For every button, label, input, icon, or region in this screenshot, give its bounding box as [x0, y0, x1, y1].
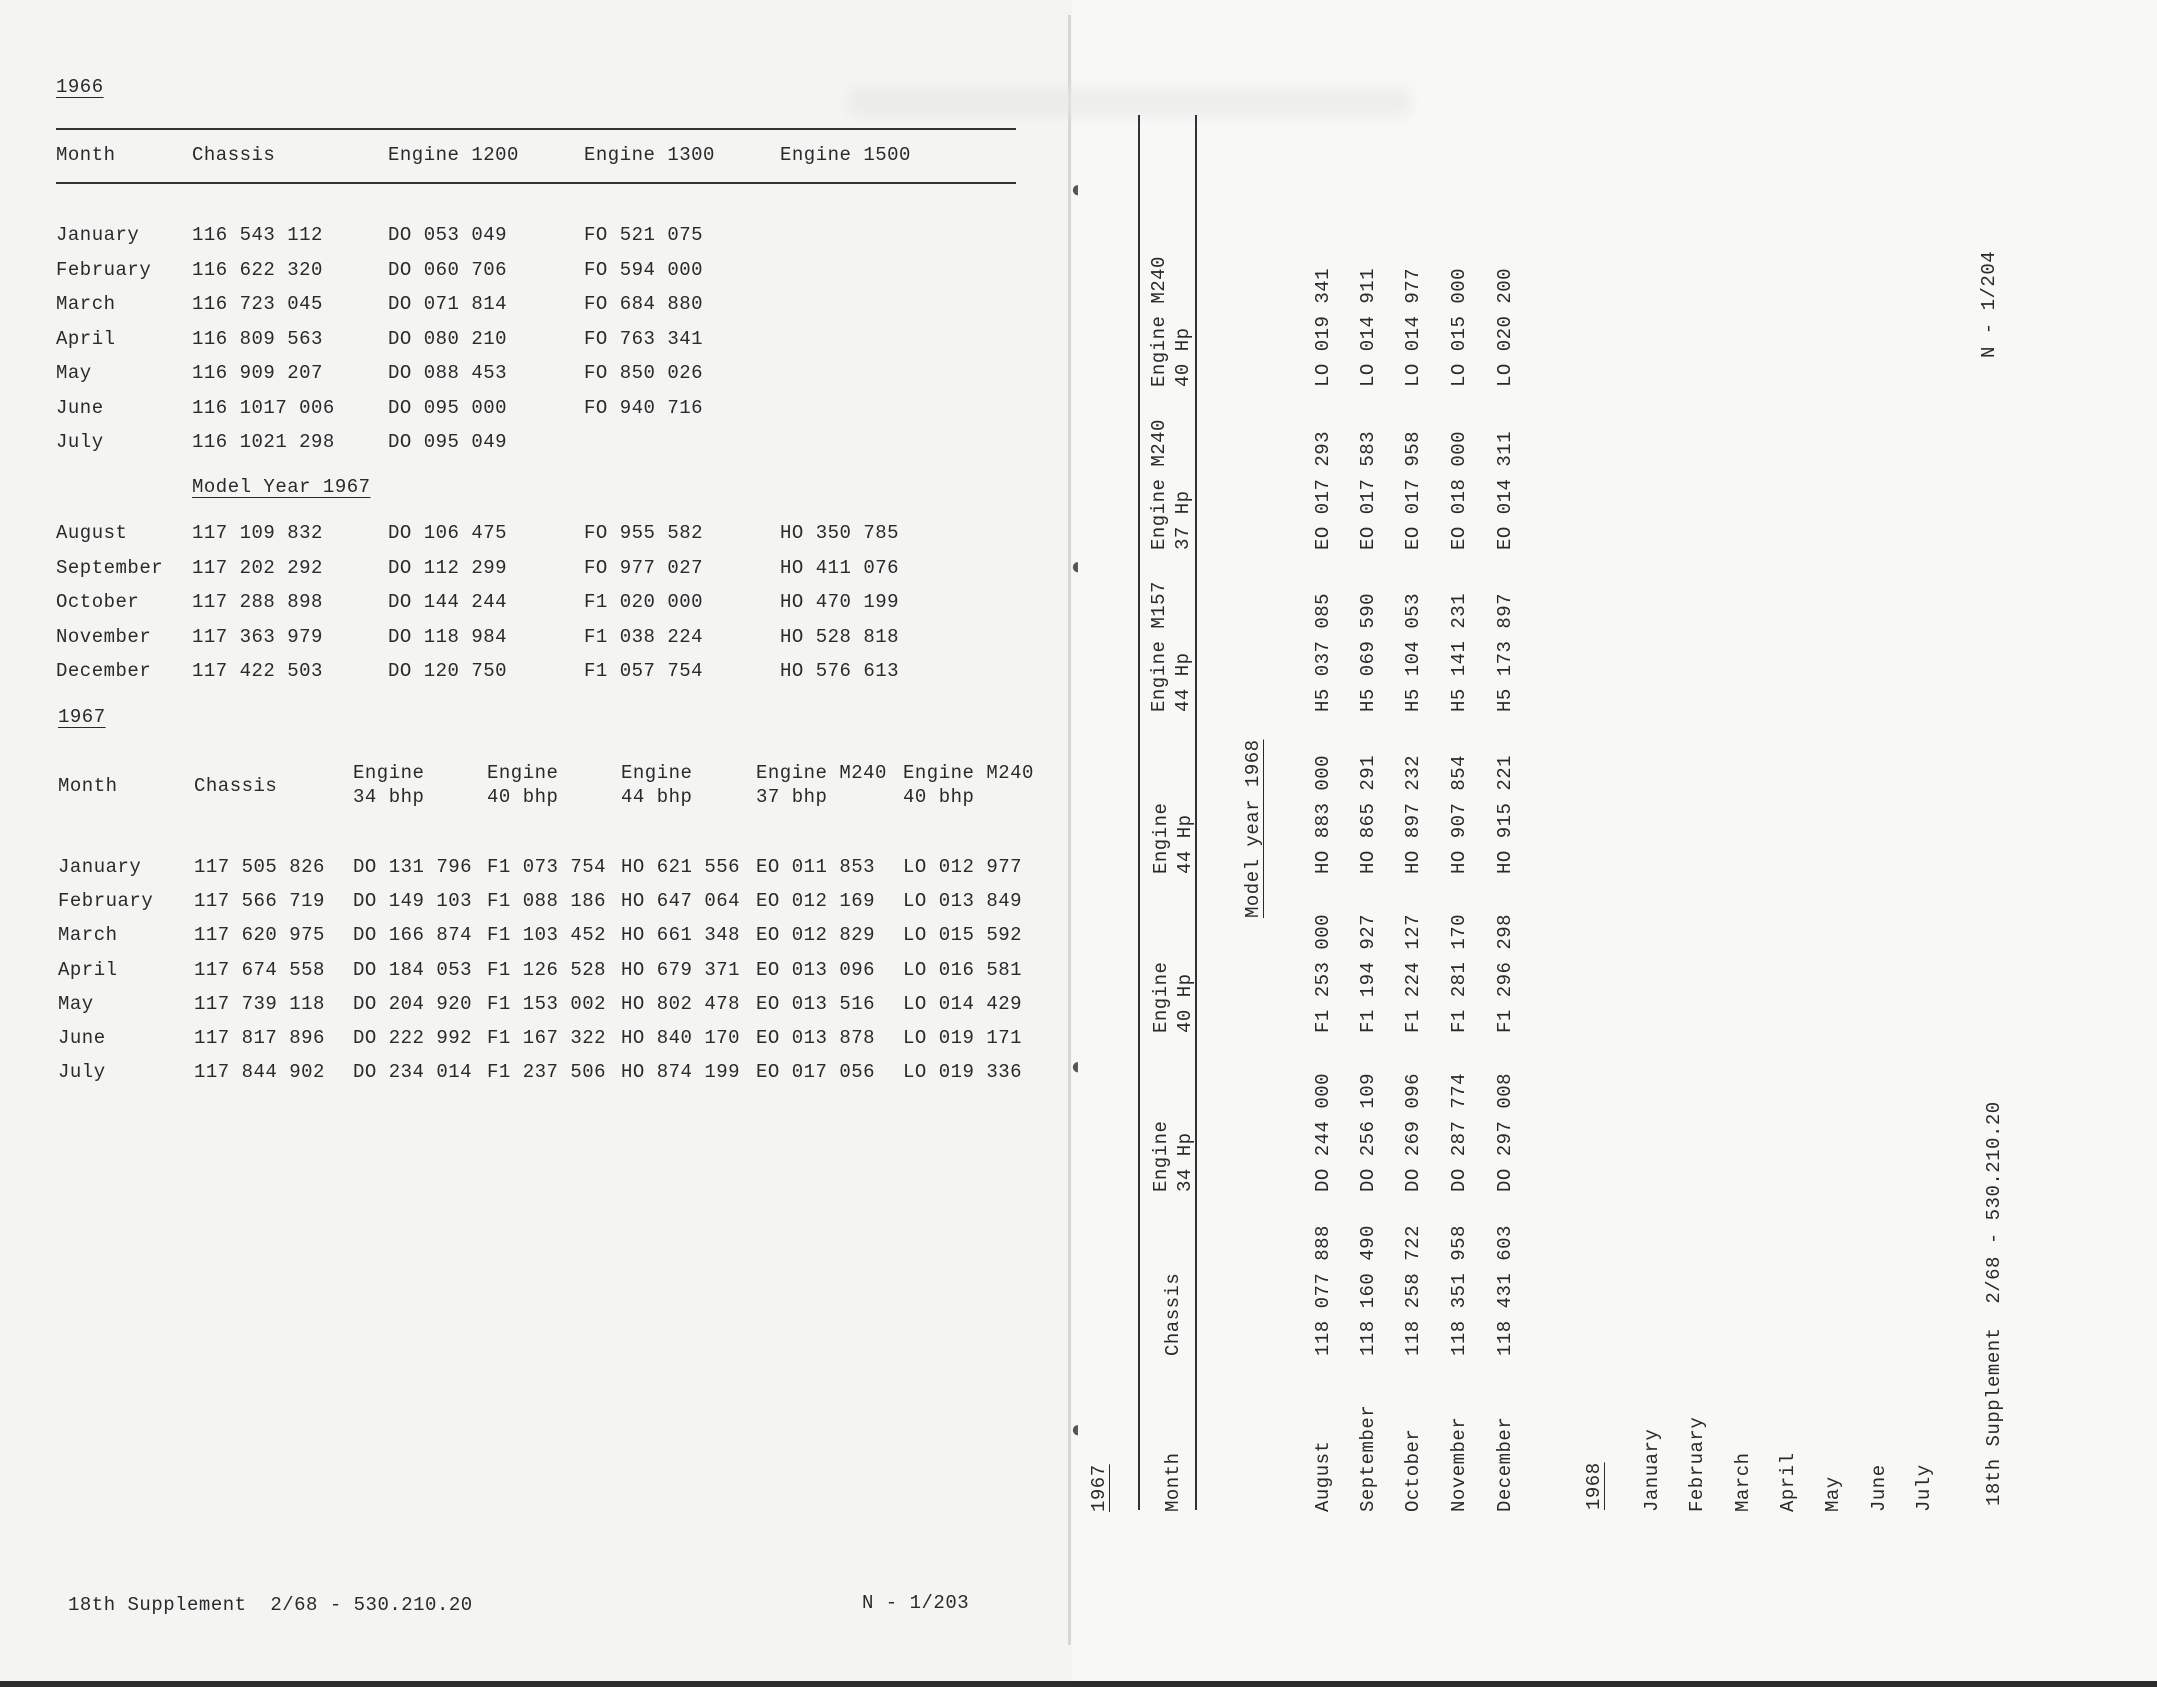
column-header: Engine M240: [756, 762, 887, 784]
serial-number-cell: 116 1021 298: [192, 431, 335, 453]
column-header: Month: [58, 775, 118, 797]
serial-number-cell: 118 077 888: [1312, 1225, 1334, 1356]
year-heading-1967-rotated: 1967: [1088, 1464, 1110, 1512]
serial-number-cell: 118 431 603: [1494, 1225, 1516, 1356]
month-cell: November: [56, 625, 152, 648]
serial-number-cell: DO 256 109: [1357, 1072, 1379, 1192]
serial-number-cell: FO 850 026: [584, 362, 704, 384]
serial-number-cell: LO 019 336: [903, 1061, 1023, 1084]
serial-number-cell: 117 739 118: [194, 992, 325, 1015]
serial-number-cell: H5 141 231: [1448, 592, 1470, 712]
serial-number-cell: HO 621 556: [621, 856, 741, 878]
serial-number-cell: F1 057 754: [584, 660, 704, 682]
serial-number-cell: DO 053 049: [388, 224, 508, 246]
month-cell: April: [1777, 1452, 1799, 1512]
serial-number-cell: HO 350 785: [780, 522, 900, 544]
serial-number-cell: LO 019 171: [903, 1027, 1023, 1049]
column-header-unit: 44 bhp: [621, 786, 693, 808]
scan-bottom-edge: [0, 1681, 2157, 1687]
column-header: Engine M240: [1148, 419, 1170, 550]
serial-number-cell: F1 281 170: [1448, 913, 1470, 1033]
column-header: Engine M157: [1148, 581, 1170, 712]
serial-number-cell: FO 594 000: [584, 258, 704, 281]
serial-number-cell: DO 244 000: [1312, 1072, 1334, 1192]
month-cell: July: [58, 1061, 106, 1084]
column-header-unit: 34 Hp: [1174, 1132, 1196, 1192]
model-year-1967-label: Model Year 1967: [192, 476, 371, 498]
serial-number-cell: EO 012 829: [756, 924, 876, 947]
column-header-unit: 40 Hp: [1172, 327, 1194, 387]
serial-number-cell: EO 012 169: [756, 890, 876, 913]
serial-number-cell: LO 015 000: [1448, 267, 1470, 387]
serial-number-cell: DO 118 984: [388, 625, 508, 648]
serial-number-cell: 116 723 045: [192, 293, 323, 315]
serial-number-cell: F1 088 186: [487, 890, 607, 913]
serial-number-cell: FO 977 027: [584, 556, 704, 579]
table-rule-left: [1138, 115, 1140, 1510]
serial-number-cell: HO 874 199: [621, 1061, 741, 1084]
year-heading-1968: 1968: [1583, 1462, 1605, 1510]
column-header-unit: 40 bhp: [487, 786, 559, 808]
serial-number-cell: F1 153 002: [487, 992, 607, 1015]
footer-supplement: 18th Supplement 2/68 - 530.210.20: [68, 1594, 473, 1616]
serial-number-cell: HO 802 478: [621, 992, 741, 1015]
serial-number-cell: 118 258 722: [1402, 1225, 1424, 1356]
serial-number-cell: DO 144 244: [388, 591, 508, 613]
table-rule-right: [1195, 115, 1197, 1510]
serial-number-cell: DO 131 796: [353, 856, 473, 878]
serial-number-cell: EO 017 958: [1402, 430, 1424, 550]
table-rule-top: [56, 128, 1016, 130]
serial-number-cell: 117 202 292: [192, 556, 323, 579]
serial-number-cell: HO 915 221: [1494, 754, 1516, 874]
footer-page-number: N - 1/203: [862, 1592, 970, 1614]
column-header: Engine: [1150, 1120, 1172, 1192]
serial-number-cell: H5 173 897: [1494, 592, 1516, 712]
serial-number-cell: 118 160 490: [1357, 1225, 1379, 1356]
serial-number-cell: EO 014 311: [1494, 430, 1516, 550]
year-heading-1966: 1966: [56, 76, 104, 98]
serial-number-cell: HO 470 199: [780, 591, 900, 613]
month-cell: June: [58, 1027, 106, 1049]
page-number-rotated: N - 1/204: [1978, 250, 2000, 358]
column-header-unit: 40 bhp: [903, 786, 975, 808]
serial-number-cell: 116 543 112: [192, 224, 323, 246]
serial-number-cell: 116 1017 006: [192, 396, 335, 419]
column-header: Engine: [1150, 961, 1172, 1033]
column-header: Engine 1300: [584, 144, 715, 166]
serial-number-cell: EO 011 853: [756, 856, 876, 878]
serial-number-cell: 117 109 832: [192, 522, 323, 544]
serial-number-cell: 116 909 207: [192, 362, 323, 384]
serial-number-cell: HO 883 000: [1312, 754, 1334, 874]
serial-number-cell: DO 088 453: [388, 362, 508, 384]
serial-number-cell: F1 253 000: [1312, 913, 1334, 1033]
serial-number-cell: LO 014 977: [1402, 267, 1424, 387]
month-cell: September: [1357, 1404, 1379, 1512]
serial-number-cell: F1 296 298: [1494, 913, 1516, 1033]
month-cell: March: [1732, 1452, 1754, 1512]
serial-number-cell: DO 234 014: [353, 1061, 473, 1084]
scan-smudge: [850, 88, 1410, 116]
serial-number-cell: F1 224 127: [1402, 913, 1424, 1033]
month-cell: August: [56, 522, 128, 544]
serial-number-cell: DO 112 299: [388, 556, 508, 579]
serial-number-cell: LO 015 592: [903, 924, 1023, 947]
serial-number-cell: F1 073 754: [487, 856, 607, 878]
serial-number-cell: DO 269 096: [1402, 1072, 1424, 1192]
column-header: Month: [1162, 1452, 1184, 1512]
month-cell: May: [1822, 1476, 1844, 1512]
serial-number-cell: 116 622 320: [192, 258, 323, 281]
serial-number-cell: FO 684 880: [584, 293, 704, 315]
serial-number-cell: HO 528 818: [780, 625, 900, 648]
serial-number-cell: LO 019 341: [1312, 267, 1334, 387]
serial-number-cell: 117 288 898: [192, 591, 323, 613]
column-header: Engine M240: [903, 762, 1034, 784]
month-cell: December: [1494, 1416, 1516, 1512]
serial-number-cell: F1 126 528: [487, 958, 607, 981]
month-cell: February: [56, 258, 152, 281]
serial-number-cell: FO 763 341: [584, 327, 704, 350]
serial-number-cell: EO 017 583: [1357, 430, 1379, 550]
serial-number-cell: HO 897 232: [1402, 754, 1424, 874]
serial-number-cell: DO 204 920: [353, 992, 473, 1015]
column-header: Engine 1500: [780, 144, 911, 166]
serial-number-cell: DO 071 814: [388, 293, 508, 315]
serial-number-cell: F1 167 322: [487, 1027, 607, 1049]
column-header: Engine: [621, 762, 693, 784]
table-rule-bottom: [56, 182, 1016, 184]
column-header-unit: 37 bhp: [756, 786, 828, 808]
column-header-unit: 37 Hp: [1172, 490, 1194, 550]
serial-number-cell: 117 817 896: [194, 1027, 325, 1049]
serial-number-cell: DO 297 008: [1494, 1072, 1516, 1192]
serial-number-cell: LO 014 429: [903, 992, 1023, 1015]
serial-number-cell: HO 907 854: [1448, 754, 1470, 874]
serial-number-cell: 117 566 719: [194, 890, 325, 913]
month-cell: February: [1686, 1416, 1708, 1512]
month-cell: October: [1402, 1428, 1424, 1512]
month-cell: April: [58, 958, 118, 981]
serial-number-cell: DO 095 000: [388, 396, 508, 419]
month-cell: August: [1312, 1440, 1334, 1512]
column-header: Engine: [353, 762, 425, 784]
serial-number-cell: DO 120 750: [388, 660, 508, 682]
serial-number-cell: H5 104 053: [1402, 592, 1424, 712]
serial-number-cell: LO 014 911: [1357, 267, 1379, 387]
binding-hole-mark: ◖: [1068, 1055, 1083, 1082]
serial-number-cell: EO 013 878: [756, 1027, 876, 1049]
serial-number-cell: DO 222 992: [353, 1027, 473, 1049]
column-header-unit: 34 bhp: [353, 786, 425, 808]
month-cell: September: [56, 556, 164, 579]
column-header-unit: 44 Hp: [1172, 652, 1194, 712]
serial-number-cell: DO 166 874: [353, 924, 473, 947]
month-cell: April: [56, 327, 116, 350]
page-fold-line: [1068, 15, 1071, 1645]
month-cell: February: [58, 890, 154, 913]
serial-number-cell: EO 018 000: [1448, 430, 1470, 550]
serial-number-cell: H5 069 590: [1357, 592, 1379, 712]
serial-number-cell: F1 237 506: [487, 1061, 607, 1084]
column-header: Engine: [487, 762, 559, 784]
column-header: Month: [56, 144, 116, 166]
month-cell: June: [56, 396, 104, 419]
month-cell: July: [1913, 1464, 1935, 1512]
serial-number-cell: F1 038 224: [584, 625, 704, 648]
column-header-unit: 40 Hp: [1174, 973, 1196, 1033]
serial-number-cell: 117 844 902: [194, 1061, 325, 1084]
serial-number-cell: DO 149 103: [353, 890, 473, 913]
serial-number-cell: EO 017 056: [756, 1061, 876, 1084]
column-header: Chassis: [1162, 1272, 1184, 1356]
serial-number-cell: 118 351 958: [1448, 1225, 1470, 1356]
binding-hole-mark: ◖: [1068, 178, 1083, 205]
serial-number-cell: DO 080 210: [388, 327, 508, 350]
serial-number-cell: LO 020 200: [1494, 267, 1516, 387]
serial-number-cell: 117 505 826: [194, 856, 325, 878]
serial-number-cell: DO 095 049: [388, 431, 508, 453]
serial-number-cell: 116 809 563: [192, 327, 323, 350]
serial-number-cell: H5 037 085: [1312, 592, 1334, 712]
serial-number-cell: 117 620 975: [194, 924, 325, 947]
serial-number-cell: FO 940 716: [584, 396, 704, 419]
serial-number-cell: LO 016 581: [903, 958, 1023, 981]
serial-number-cell: FO 521 075: [584, 224, 704, 246]
serial-number-cell: DO 060 706: [388, 258, 508, 281]
serial-number-cell: HO 576 613: [780, 660, 900, 682]
month-cell: July: [56, 431, 104, 453]
month-cell: January: [58, 856, 142, 878]
serial-number-cell: HO 840 170: [621, 1027, 741, 1049]
serial-number-cell: DO 287 774: [1448, 1072, 1470, 1192]
serial-number-cell: DO 106 475: [388, 522, 508, 544]
column-header: Engine: [1150, 802, 1172, 874]
month-cell: March: [56, 293, 116, 315]
column-header-unit: 44 Hp: [1174, 814, 1196, 874]
month-cell: January: [56, 224, 140, 246]
serial-number-cell: DO 184 053: [353, 958, 473, 981]
column-header: Engine M240: [1148, 256, 1170, 387]
binding-hole-mark: ◖: [1068, 1418, 1083, 1445]
model-year-1968-label: Model year 1968: [1242, 739, 1264, 918]
serial-number-cell: HO 647 064: [621, 890, 741, 913]
serial-number-cell: EO 013 516: [756, 992, 876, 1015]
serial-number-cell: EO 013 096: [756, 958, 876, 981]
month-cell: January: [1641, 1428, 1663, 1512]
serial-number-cell: EO 017 293: [1312, 430, 1334, 550]
month-cell: March: [58, 924, 118, 947]
month-cell: October: [56, 591, 140, 613]
serial-number-cell: FO 955 582: [584, 522, 704, 544]
serial-number-cell: F1 194 927: [1357, 913, 1379, 1033]
column-header: Engine 1200: [388, 144, 519, 166]
serial-number-cell: HO 411 076: [780, 556, 900, 579]
serial-number-cell: LO 012 977: [903, 856, 1023, 878]
binding-hole-mark: ◖: [1068, 555, 1083, 582]
serial-number-cell: HO 679 371: [621, 958, 741, 981]
month-cell: May: [56, 362, 92, 384]
serial-number-cell: HO 661 348: [621, 924, 741, 947]
serial-number-cell: 117 674 558: [194, 958, 325, 981]
serial-number-cell: F1 020 000: [584, 591, 704, 613]
month-cell: November: [1448, 1416, 1470, 1512]
serial-number-cell: 117 422 503: [192, 660, 323, 682]
serial-number-cell: F1 103 452: [487, 924, 607, 947]
column-header: Chassis: [192, 144, 276, 166]
column-header: Chassis: [194, 775, 278, 797]
serial-number-cell: HO 865 291: [1357, 754, 1379, 874]
year-heading-1967: 1967: [58, 706, 106, 728]
month-cell: May: [58, 992, 94, 1015]
month-cell: December: [56, 660, 152, 682]
serial-number-cell: LO 013 849: [903, 890, 1023, 913]
serial-number-cell: 117 363 979: [192, 625, 323, 648]
footer-supplement-rotated: 18th Supplement 2/68 - 530.210.20: [1983, 1101, 2005, 1506]
month-cell: June: [1868, 1464, 1890, 1512]
